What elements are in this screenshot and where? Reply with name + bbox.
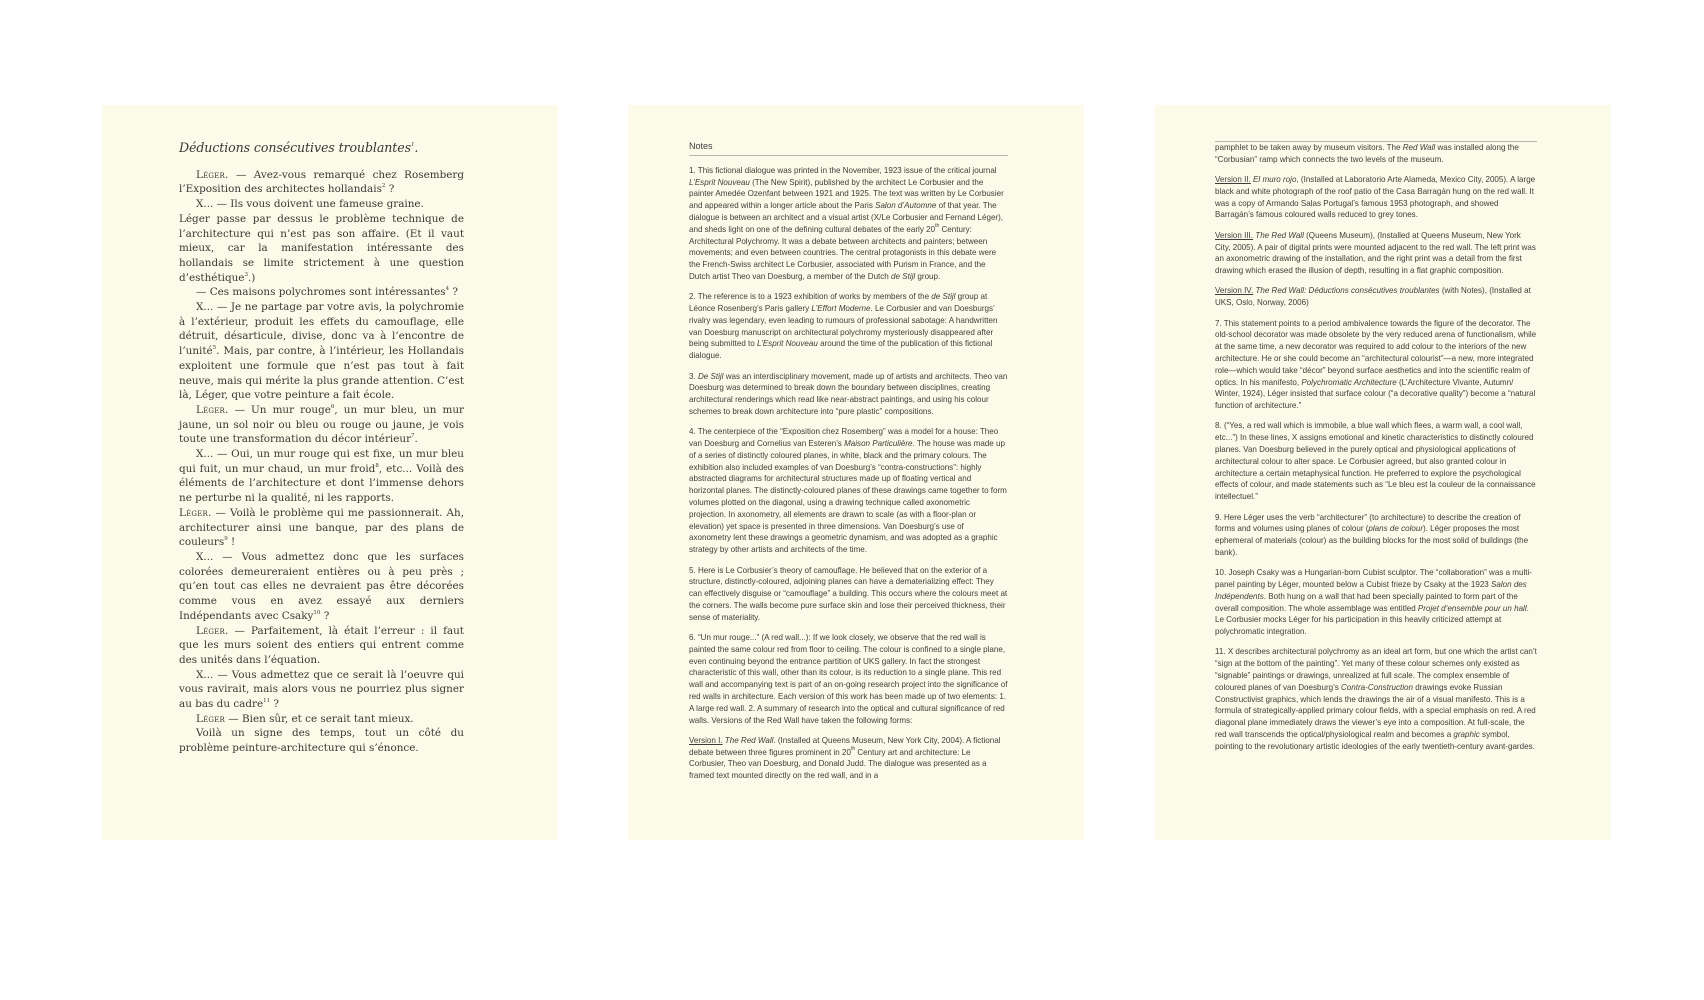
dialogue-line: Léger — Bien sûr, et ce serait tant mieux. bbox=[196, 712, 414, 725]
dialogue-line: Léger. — Voilà le problème qui me passionnerait. Ah, architecturer ainsi une banque, par des plans de couleurs$^9$ ! bbox=[179, 506, 464, 549]
page-notes-1 bbox=[628, 105, 1084, 840]
page-notes-2 bbox=[1155, 105, 1611, 840]
note-6: 6. “Un mur rouge...” (A red wall...): If we look closely, we observe that the red wall is painted the same colour red from floor to ceiling. The colour is confined to a single plane, even continuing beyond the entrance partition of UKS gallery. In fact the strongest characteristic of this wall, other than its colour, is its reduction to a single plane. This red wall and accompanying text is part of an on-going research project into the significance of red walls in architecture. Each version of this work has been made up of two elements: 1. A large red wall. 2. A summary of research into the optical and cultural significance of red walls. Versions of the Red Wall have taken the following forms: bbox=[689, 632, 1008, 725]
note-4: 4. The centerpiece of the “Exposition chez Rosemberg” was a model for a house: Theo van Doesburg and Cornelius van Esteren’s Maison Particulière. The house was made up of a series of distinctly coloured planes, in white, black and the primary colours. The exhibition also included examples of van Doesburg’s “contra-constructions”: highly abstracted diagrams for architectural structures made up of floating vertical and horizontal planes. The distinctly-coloured planes of these drawings came together to form volumes plotted on the diagonal, using a drawing technique called axonometric projection. In axonometry, all elements are drawn to scale (as with a floor-plan or elevation) yet space is presented in three dimensions. Van Doesburg’s use of axonometry lent these drawings a geometric dynamism, and was adopted as a graphic strategy by other artists and architects of the time. bbox=[689, 427, 1007, 555]
note-1: 1. This fictional dialogue was printed in the November, 1923 issue of the critical journal L’Esprit Nouveau (The New Spirit), published by the architect Le Corbusier and the painter Amedée Ozenfant between 1921 and 1925. The text was written by Le Corbusier and appeared within a longer article about the Paris Salon d’Automne of that year. The dialogue is between an architect and a visual artist (X/Le Corbusier and Fernand Léger), and sheds light on one of the defining cultural debates of the early 20th Century: Architectural Polychromy. It was a debate between architects and painters; between movements; and even between countries. The central protagonists in this debate were the French-Swiss architect Le Corbusier, associated with Purism in France, and the Dutch artist Theo van Doesburg, a member of the Dutch de Stijl group. bbox=[689, 165, 1004, 281]
dialogue-line: X... — Ils vous doivent une fameuse graine. bbox=[196, 198, 424, 211]
dialogue-line: X... — Vous admettez donc que les surfaces colorées demeureraient entières ou à peu près ; qu’en tout cas elles ne devraient pas être décorées comme vous en avez essayé aux derniers Indépendants avec Csaky$^{10}$ ? bbox=[179, 550, 464, 622]
version-1-continued: pamphlet to be taken away by museum visitors. The Red Wall was installed along the “Corbusian” ramp which connects the two levels of the museum. bbox=[1215, 143, 1519, 164]
version-1: Version I. The Red Wall. (Installed at Queens Museum, New York City, 2004). A fictional debate between three figures prominent in 20th Century art and architecture: Le Corbusier, Theo van Doesburg, and Donald Judd. The dialogue was presented as a framed text mounted directly on the red wall, and in a bbox=[689, 735, 1001, 781]
dialogue-line: X... — Vous admettez que ce serait là l’oeuvre qui vous ravirait, mais alors vous ne pourriez plus signer au bas du cadre$^{11}$ ? bbox=[179, 668, 464, 711]
dialogue-line: Voilà un signe des temps, tout un côté du problème peinture-architecture qui s’énonce. bbox=[179, 727, 464, 755]
notes-heading: Notes bbox=[689, 141, 1008, 156]
note-10: 10. Joseph Csaky was a Hungarian-born Cubist sculptor. The “collaboration” was a multi-panel painting by Léger, mounted below a Cubist frieze by Csaky at the 1923 Salon des Indépendents. Both hung on a wall that had been specially painted to form part of the overall composition. The whole assemblage was entitled Projet d’ensemble pour un hall. Le Corbusier mocks Léger for his participation in this heavily criticized attempt at polychromatic integration. bbox=[1215, 568, 1532, 637]
note-3: 3. De Stijl was an interdisciplinary movement, made up of artists and architects. Theo van Doesburg was determined to break down the boundary between disciplines, creating architectural renderings which read like near-abstract paintings, and using his colour schemes to break down architecture into “pure plastic” compositions. bbox=[689, 371, 1008, 416]
dialogue-line: X... — Je ne partage par votre avis, la polychromie à l’extérieur, produit les effets du camouflage, elle détruit, désarticule, divise, donc va à l’encontre de l’unité$^5$. Mais, par contre, à l’intérieur, les Hollandais exploitent une formule que n’est pas tout à fait neuve, mais qui mérite la plus grande attention. C’est là, Léger, que votre peinture a fait école. bbox=[179, 301, 464, 402]
note-11: 11. X describes architectural polychromy as an ideal art form, but one which the artist can’t “sign at the bottom of the painting”. Yet many of these colour schemes only existed as “signable” paintings or drawings, unrealized at full scale. The complex ensemble of coloured planes of van Doesburg’s Contra-Construction drawings evoke Russian Constructivist graphics, which lends the drawings the air of a visual manifesto. This is a formula of strategically-applied primary colour fields, with a special emphasis on red. A red diagonal plane immediately draws the viewer’s eye into a composition. At full-scale, the red wall transcends the optical/physiological realm and becomes a graphic symbol, pointing to the revolutionary artistic ideologies of the early twentieth-century avant-gardes. bbox=[1215, 647, 1537, 751]
version-4: Version IV. The Red Wall: Déductions consécutives troublantes (with Notes), (Installed at UKS, Oslo, Norway, 2006) bbox=[1215, 286, 1531, 308]
dialogue-line: X... — Oui, un mur rouge qui est fixe, un mur bleu qui fuit, un mur chaud, un mur froid$^8$, etc... Voilà des éléments de l’architecture et dont l’immense dehors ne perturbe ni la qualité, ni les rapports. bbox=[179, 448, 464, 505]
note-9: 9. Here Léger uses the verb “architecturer” (to architecture) to describe the creation of forms and volumes using planes of colour (plans de colour). Léger proposes the most ephemeral of materials (colour) as the building blocks for the most solid of buildings (the bank). bbox=[1215, 512, 1529, 557]
dialogue-line: Léger. — Parfaitement, là était l’erreur : il faut que les murs soient des entiers qui entrent comme des unités dans l’équation. bbox=[179, 624, 464, 666]
version-3: Version III. The Red Wall (Queens Museum), (Installed at Queens Museum, New York City, 2005). A pair of digital prints were mounted adjacent to the red wall. The left print was an axonometric drawing of the installation, and the right print was a detail from the first drawing which erased the illusion of depth, resulting in a flat graphic composition. bbox=[1215, 230, 1536, 276]
dialogue-title: Déductions consécutives troublantes$^1$. bbox=[179, 140, 419, 155]
page-dialogue bbox=[102, 105, 558, 840]
dialogue-line: — Ces maisons polychromes sont intéressantes$^4$ ? bbox=[196, 286, 458, 299]
dialogue-line: Léger passe par dessus le problème technique de l’architecture qui n’est pas son affaire. (Et il vaut mieux, car la manifestation intéressante des hollandais se limite strictement à une question d’esthétique$^3$.) bbox=[179, 212, 464, 284]
note-7: 7. This statement points to a period ambivalence towards the figure of the decorator. The old-school decorator was made obsolete by the very reduced arena of functionalism, while at the same time, a new decorator was required to add colour to the interiors of the new architecture. He or she could become an “architectural colourist”—a new, more integrated role—which would take “décor” beyond surface aesthetics and into the scientific realm of optics. In his manifesto, Polychromatic Architecture (L’Architecture Vivante, Autumn/ Winter, 1924), Léger insisted that surface colour (“a decorative quality”) become a “natural function of architecture.” bbox=[1215, 318, 1537, 411]
note-2: 2. The reference is to a 1923 exhibition of works by members of the de Stijl group at Léonce Rosenberg’s Paris gallery L’Effort Moderne. Le Corbusier and van Doesburgs’ rivalry was legendary, even leading to rumours of professional sabotage: A handwritten van Doesburg manuscript on architectural polychromy mysteriously disappeared after being submitted to L’Esprit Nouveau around the time of the publication of this fictional dialogue. bbox=[689, 292, 998, 361]
dialogue-line: Léger. — Un mur rouge$^6$, un mur bleu, un mur jaune, un sol noir ou bleu ou rouge ou jaune, je vois toute une transformation du décor intérieur$^7$. bbox=[179, 403, 464, 446]
version-2: Version II. El muro rojo, (Installed at Laboratorio Arte Alameda, Mexico City, 2005). A large black and white photograph of the roof patio of the Casa Barragán hung on the red wall. It was a copy of Armando Salas Portugal’s famous 1953 photograph, and showed Barragán’s famous coloured walls reduced to grey tones. bbox=[1215, 175, 1536, 220]
note-5: 5. Here is Le Corbusier’s theory of camouflage. He believed that on the exterior of a structure, distinctly-coloured, adjoining planes can have a dematerializing effect: They can effectively disguise or “camouflage” a building. This occurs where the colours meet at the corners. The walls become pure surface skin and lose their perceived thickness, their sense of materiality. bbox=[689, 565, 1008, 622]
note-8: 8. (“Yes, a red wall which is immobile, a blue wall which flees, a warm wall, a cool wall, etc...”) In these lines, X assigns emotional and kinetic characteristics to distinctly coloured planes. Van Doesburg believed in the purely optical and physiological applications of architectural colour to alter space. Le Corbusier agreed, but also granted colour in architecture a certain metaphysical function. He preferred to explore the psychological effects of colour, and made statements such as “Le bleu est la couleur de la connaissance intellectuel.” bbox=[1215, 421, 1536, 502]
dialogue-line: Léger. — Avez-vous remarqué chez Rosemberg l’Exposition des architectes hollandais$^2$ ? bbox=[179, 168, 464, 196]
